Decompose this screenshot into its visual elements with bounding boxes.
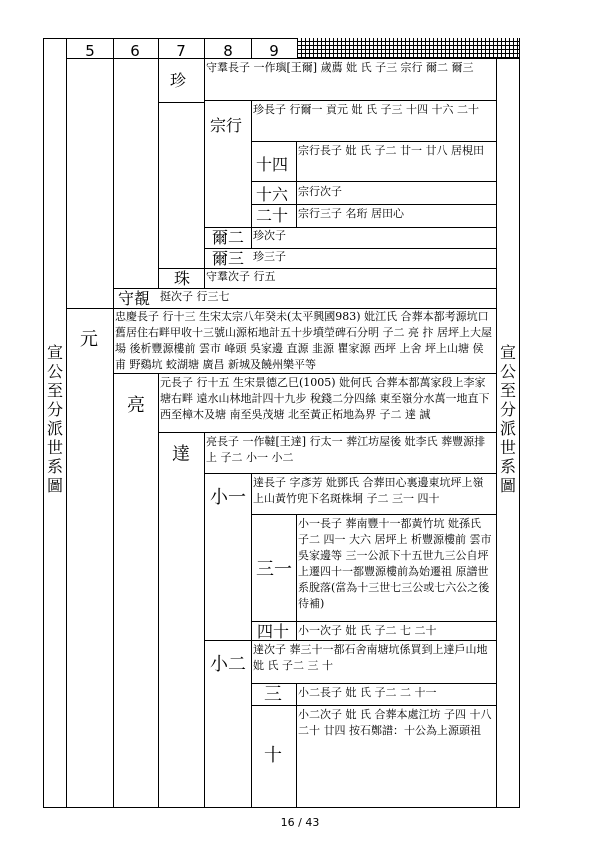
entry-liang: 元長子 行十五 生宋景德乙巳(1005) 妣何氏 合葬本都萬家段上李家塘右畔 遠水山林地計四十九步 稅錢二分四絲 東至嶺分水萬一地直下 西至樟木及塘 南至吳茂塘 北至黃正柘地為界 子二 達 誠	[160, 376, 490, 421]
col-line-2c	[113, 373, 114, 808]
name-zhu: 珠	[174, 269, 191, 288]
entry-sishi: 小一次子 妣 氏 子二 七 二十	[298, 624, 437, 637]
entry-erer: 珍次子	[253, 229, 286, 242]
side-title-char: 派	[499, 419, 516, 438]
rule-sishi	[204, 640, 496, 641]
gen-5: 5	[85, 42, 95, 60]
page-number: 16 / 43	[280, 816, 320, 829]
side-title-char: 公	[499, 362, 516, 381]
gen-6: 6	[130, 42, 140, 60]
name-ersan: 爾三	[212, 249, 245, 268]
col-line-2a	[113, 58, 114, 308]
frame-left	[43, 38, 44, 808]
rule-xiaoer	[251, 683, 496, 684]
entry-zhen: 守羣長子 一作璵[王爾] 歲薦 妣 氏 子三 宗行 爾二 爾三	[206, 61, 474, 74]
col-line-6d	[296, 683, 297, 808]
rule-zhen-bottom	[158, 102, 205, 103]
entry-xiaoer: 達次子 葬三十一都石舍南塘坑係買到上達戶山地 妣 氏 子二 三 十	[253, 643, 488, 672]
name-erer: 爾二	[212, 228, 245, 247]
name-zongxing: 宗行	[210, 116, 243, 135]
name-xiaoer: 小二	[210, 654, 246, 675]
entry-shisi: 宗行長子 妣 氏 子二 廿一 廿八 居梘田	[298, 144, 484, 157]
rule-da	[204, 473, 496, 474]
side-title-char: 分	[499, 400, 516, 419]
side-title-right	[499, 343, 517, 495]
gen-8: 8	[223, 42, 233, 60]
entry-da: 亮長子 一作韃[王達] 行太一 葬江坊屋後 妣李氏 葬豐源排上 子二 小一 小二	[206, 435, 486, 464]
side-title-char: 宣	[46, 343, 63, 362]
gen-9: 9	[269, 42, 279, 60]
entry-shiliu: 宗行次子	[298, 185, 342, 198]
side-title-char: 分	[46, 400, 63, 419]
side-title-char: 宣	[499, 343, 516, 362]
rule-zhen-entry	[204, 100, 496, 101]
rule-yuan	[113, 373, 496, 374]
side-title-char: 系	[499, 457, 516, 476]
entry-sanyi: 小一長子 葬南豐十一都黃竹坑 妣孫氏 子二 四一 大六 居坪上 析豐源樓前 雲市吳家邊等 三一公派下十五世九三公自坪上遷四十一都豐源樓前為始遷祖 原譜世系脫落(當為十三世七三公或七六公之後 待補)	[298, 517, 492, 610]
name-liang: 亮	[127, 395, 145, 416]
name-shiliu: 十六	[256, 185, 289, 204]
name-san: 三	[264, 684, 282, 705]
col-line-5	[251, 100, 252, 248]
frame-right	[519, 38, 520, 808]
col-line-2b	[113, 308, 114, 373]
name-shougu: 守覩	[118, 289, 151, 308]
rule-liang	[158, 432, 496, 433]
rule-zongxing	[251, 141, 496, 142]
entry-zongxing: 珍長子 行爾一 貢元 妣 氏 子三 十四 十六 二十	[253, 103, 479, 116]
side-title-char: 世	[499, 438, 516, 457]
entry-shougu: 挺次子 行三七	[160, 290, 230, 303]
hdr-sep-1	[113, 38, 114, 58]
gen-7: 7	[176, 42, 186, 60]
rule-shiliu	[251, 204, 496, 205]
entry-zhu: 守羣次子 行五	[206, 270, 276, 283]
entry-ershi: 宗行三子 名珩 居田心	[298, 207, 404, 220]
name-sanyi: 三一	[256, 559, 292, 580]
name-sishi: 四十	[257, 622, 290, 641]
side-title-char: 系	[46, 457, 63, 476]
name-zhen: 珍	[170, 71, 187, 90]
rule-san	[251, 705, 496, 706]
side-title-char: 圖	[46, 476, 63, 495]
side-title-left	[46, 343, 64, 495]
col-line-3c	[158, 373, 159, 808]
side-title-char: 至	[46, 381, 63, 400]
header-hatch-pattern	[297, 38, 519, 58]
side-title-char: 圖	[499, 476, 516, 495]
col-line-3a	[158, 58, 159, 288]
entry-yuan: 忠慶長子 行十三 生宋太宗八年癸未(太平興國983) 妣江氏 合葬本都考源坑口舊居住右畔甲收十三號山源柘地計五十步墳塋碑石分明 子二 亮 抃 居坪上大屋場 後析豐源樓前 雲市 峰頭 吳家邊 直源 韭源 瞿家源 西坪 上舍 坪上山塘 侯甫 野鷄坑 蛟湖塘 廣昌 新城及饒州樂平等	[115, 310, 492, 371]
frame-bottom	[43, 807, 519, 808]
name-da: 達	[172, 444, 190, 465]
side-title-char: 世	[46, 438, 63, 457]
name-shi: 十	[264, 745, 282, 766]
side-title-char: 至	[499, 381, 516, 400]
hdr-sep-2	[158, 38, 159, 58]
col-line-1	[66, 38, 67, 808]
rule-xiaoyi	[251, 514, 496, 515]
col-line-right	[496, 38, 497, 808]
name-xiaoyi: 小一	[210, 487, 246, 508]
entry-ersan: 珍三子	[253, 250, 286, 263]
side-title-char: 派	[46, 419, 63, 438]
rule-shisi	[251, 181, 496, 182]
hdr-sep-4	[251, 38, 252, 58]
hdr-sep-3	[204, 38, 205, 58]
side-title-char: 公	[46, 362, 63, 381]
col-line-6a	[296, 141, 297, 227]
entry-xiaoyi: 達長子 字彥芳 妣鄧氏 合葬田心裏邊東坑坪上嶺上山黃竹兜下名斑株垌 子二 三一 四十	[253, 476, 484, 505]
name-ershi: 二十	[256, 206, 289, 225]
entry-san: 小二長子 妣 氏 子二 二 十一	[298, 686, 437, 699]
col-line-4	[204, 58, 205, 288]
name-yuan: 元	[80, 329, 98, 350]
entry-shi: 小二次子 妣 氏 合葬本處江坊 子四 十八 二十 廿四 按石鄭譜：十公為上源頭祖	[298, 708, 492, 737]
col-line-4c	[204, 432, 205, 808]
name-shisi: 十四	[256, 155, 289, 174]
